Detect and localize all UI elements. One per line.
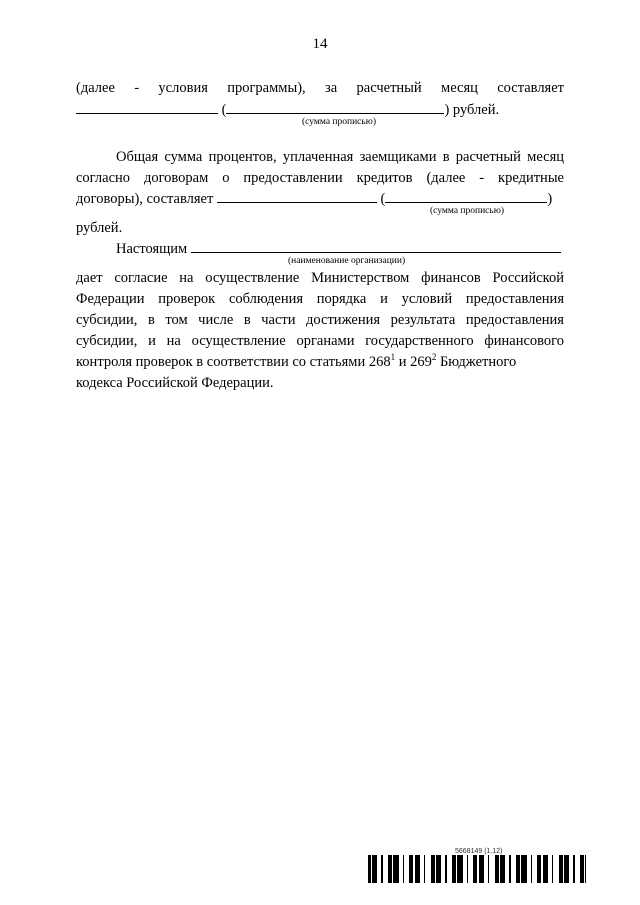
open-paren: ( bbox=[221, 102, 227, 118]
caption-organization-name: (наименование организации) bbox=[288, 256, 406, 266]
amount-in-words-blank bbox=[385, 189, 547, 203]
word: финансового bbox=[484, 333, 564, 349]
word: заемщиками bbox=[359, 149, 437, 165]
word: осуществление bbox=[191, 333, 286, 349]
text: контроля проверок в соответствии со статьями 268 bbox=[76, 354, 391, 370]
word: дает bbox=[76, 270, 103, 286]
para3-line4 bbox=[76, 332, 564, 350]
word: Федерации bbox=[76, 291, 145, 307]
word: условия bbox=[158, 80, 208, 96]
word: достижения bbox=[306, 312, 381, 328]
word: месяц bbox=[441, 80, 478, 96]
word: финансов bbox=[421, 270, 481, 286]
word: субсидии, bbox=[76, 312, 138, 328]
para1-line1 bbox=[76, 79, 564, 97]
word: процентов, bbox=[208, 149, 277, 165]
word: кредитные bbox=[498, 170, 564, 186]
barcode-image bbox=[368, 855, 586, 883]
text: Настоящим bbox=[116, 241, 188, 257]
superscript: 2 bbox=[431, 352, 437, 362]
word: расчетный bbox=[455, 149, 521, 165]
word: расчетный bbox=[356, 80, 422, 96]
caption-amount-in-words: (сумма прописью) bbox=[430, 206, 504, 216]
text: договоры), составляет bbox=[76, 191, 214, 207]
word: уплаченная bbox=[282, 149, 354, 165]
word: о bbox=[222, 170, 230, 186]
word: Общая bbox=[116, 149, 159, 165]
word: согласно bbox=[76, 170, 131, 186]
word: части bbox=[261, 312, 296, 328]
word: (далее bbox=[426, 170, 466, 186]
para2-line1 bbox=[116, 148, 564, 166]
para2-line2 bbox=[76, 169, 564, 187]
word: проверок bbox=[158, 291, 216, 307]
word: (далее bbox=[76, 80, 115, 96]
word: Российской bbox=[492, 270, 564, 286]
word: порядка bbox=[316, 291, 367, 307]
open-paren: ( bbox=[380, 191, 386, 207]
para3-line5 bbox=[76, 353, 564, 371]
amount-blank bbox=[217, 189, 377, 203]
word: - bbox=[479, 170, 485, 186]
word: том bbox=[165, 312, 188, 328]
barcode-caption: 5668149 (1.12) bbox=[455, 848, 503, 855]
word: на bbox=[166, 333, 181, 349]
page-number: 14 bbox=[312, 36, 328, 52]
word: за bbox=[325, 80, 338, 96]
word: числе bbox=[198, 312, 234, 328]
word: сумма bbox=[164, 149, 203, 165]
para3-line6: кодекса Российской Федерации. bbox=[76, 375, 274, 391]
text: и 269 bbox=[395, 354, 432, 370]
word: в bbox=[243, 312, 251, 328]
word: осуществление bbox=[205, 270, 300, 286]
word: и bbox=[380, 291, 388, 307]
word: - bbox=[134, 80, 140, 96]
para2-line4: рублей. bbox=[76, 220, 123, 236]
word: условий bbox=[401, 291, 453, 307]
word: согласие bbox=[114, 270, 168, 286]
word: органами bbox=[296, 333, 355, 349]
word: соблюдения bbox=[228, 291, 304, 307]
word: предоставления bbox=[465, 312, 564, 328]
word: в bbox=[442, 149, 450, 165]
amount-blank bbox=[76, 100, 218, 114]
rubles-label: ) рублей. bbox=[444, 102, 500, 118]
para3-line3 bbox=[76, 311, 564, 329]
word: субсидии, bbox=[76, 333, 138, 349]
close-paren: ) bbox=[547, 191, 553, 207]
organization-name-blank bbox=[191, 239, 561, 253]
word: составляет bbox=[497, 80, 564, 96]
word: в bbox=[147, 312, 155, 328]
word: предоставлении bbox=[243, 170, 343, 186]
word: на bbox=[179, 270, 194, 286]
para3-line1 bbox=[76, 269, 564, 287]
caption-amount-in-words: (сумма прописью) bbox=[302, 117, 376, 127]
text: Бюджетного bbox=[436, 354, 517, 370]
word: Министерством bbox=[311, 270, 410, 286]
word: предоставления bbox=[465, 291, 564, 307]
word: результата bbox=[390, 312, 456, 328]
para3-line2 bbox=[76, 290, 564, 308]
word: месяц bbox=[527, 149, 564, 165]
word: договорам bbox=[143, 170, 209, 186]
word: государственного bbox=[365, 333, 474, 349]
word: программы), bbox=[227, 80, 306, 96]
superscript: 1 bbox=[390, 352, 396, 362]
word: и bbox=[148, 333, 156, 349]
word: кредитов bbox=[356, 170, 413, 186]
amount-in-words-blank bbox=[226, 100, 444, 114]
